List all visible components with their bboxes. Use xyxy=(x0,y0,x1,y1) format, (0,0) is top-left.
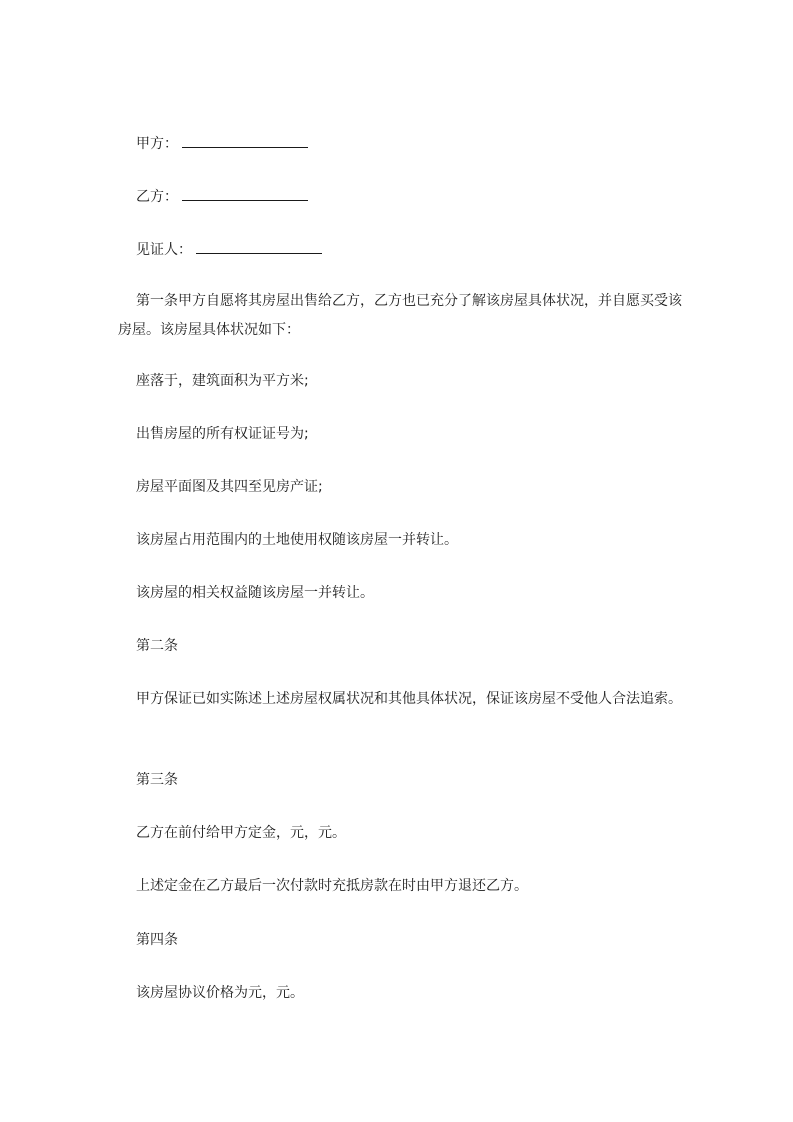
article2-title: 第二条 xyxy=(136,638,178,654)
article3-item: 上述定金在乙方最后一次付款时充抵房款在时由甲方退还乙方。 xyxy=(136,878,528,894)
party-a-line xyxy=(136,133,308,153)
party-b-line xyxy=(136,186,308,206)
witness-line xyxy=(136,239,322,259)
article2-body: 甲方保证已如实陈述上述房屋权属状况和其他具体状况，保证该房屋不受他人合法追索。 xyxy=(136,691,682,707)
article1-item: 该房屋的相关权益随该房屋一并转让。 xyxy=(136,585,374,601)
party-a-blank xyxy=(182,133,308,148)
article1-intro: 第一条甲方自愿将其房屋出售给乙方，乙方也已充分了解该房屋具体状况，并自愿买受该房屋。该房屋具体状况如下： xyxy=(118,293,682,338)
article4-title: 第四条 xyxy=(136,932,178,948)
article1-item: 房屋平面图及其四至见房产证; xyxy=(136,479,323,495)
party-b-blank xyxy=(182,186,308,201)
witness-label: 见证人： xyxy=(136,242,192,258)
witness-blank xyxy=(196,239,322,254)
article1-item: 座落于，建筑面积为平方米; xyxy=(136,373,309,389)
article1-item: 该房屋占用范围内的土地使用权随该房屋一并转让。 xyxy=(136,532,458,548)
article1-item: 出售房屋的所有权证证号为; xyxy=(136,426,309,442)
party-a-label: 甲方： xyxy=(136,136,178,152)
article3-title: 第三条 xyxy=(136,772,178,788)
party-b-label: 乙方： xyxy=(136,189,178,205)
article4-item: 该房屋协议价格为元，元。 xyxy=(136,985,304,1001)
article3-item: 乙方在前付给甲方定金，元，元。 xyxy=(136,825,346,841)
